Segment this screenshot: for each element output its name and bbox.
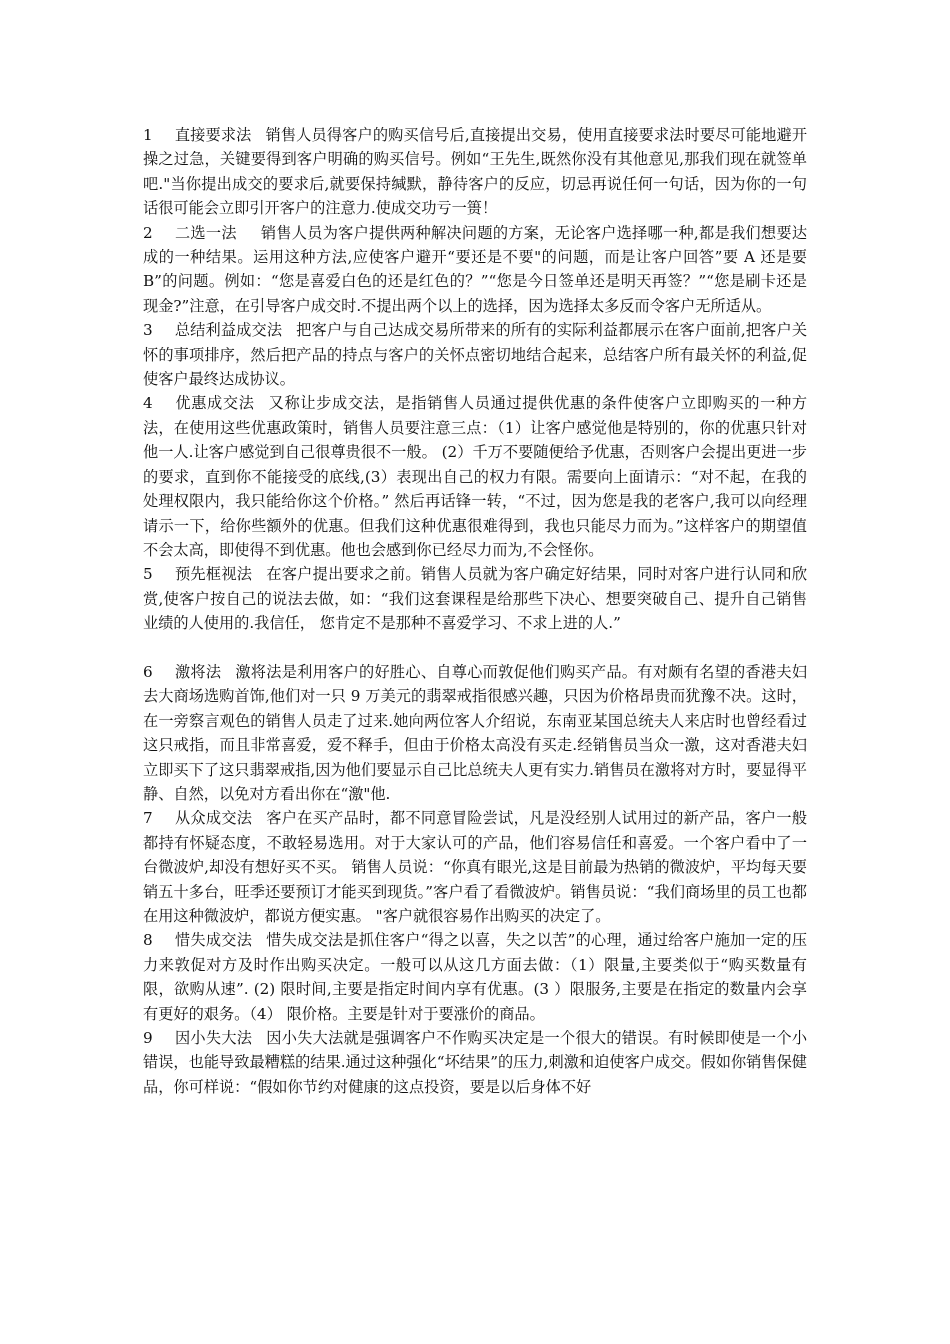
section-body: 在客户提出要求之前。销售人员就为客户确定好结果，同时对客户进行认同和欣赏,使客户按自己的说法去做，如：“我们这套课程是给那些下决心、想要突破自己、提升自己销售业绩的人使用的.我信任， 您肯定不是那种不喜爱学习、不求上进的人.” — [143, 565, 808, 633]
section-number: 1 — [143, 126, 153, 144]
section-title: 惜失成交法 — [174, 931, 253, 950]
section-title: 总结利益成交法 — [174, 321, 283, 340]
section-body: 惜失成交法是抓住客户“得之以喜，失之以苦”的心理，通过给客户施加一定的压力来敦促对方及时作出购买决定。一般可以从这几方面去做：（1）限量,主要类似于“购买数量有限，欲购从速”. (2) 限时间,主要是指定时间内享有优惠。(3 ）限服务,主要是在指定的数量内会享有更好的艰务。（4） 限价格。主要是针对于要涨价的商品。 — [143, 931, 808, 1023]
section-5 — [143, 562, 807, 635]
section-number: 6 — [143, 662, 153, 681]
section-9 — [143, 1026, 807, 1099]
section-6 — [143, 660, 807, 806]
section-number: 5 — [143, 565, 153, 584]
section-title: 从众成交法 — [174, 809, 253, 828]
section-body: 销售人员为客户提供两种解决问题的方案，无论客户选择哪一种,都是我们想要达成的一种结果。运用这种方法,应使客户避开“要还是不要"的问题，而是让客户回答”要 A 还是要 B”的问题。例如：“您是喜爱白色的还是红色的？”“您是今日签单还是明天再签？”“您是刷卡还是现金?”注意，在引导客户成交时.不提出两个以上的选择，因为选择太多反而令客户无所适从。 — [143, 223, 808, 315]
section-1 — [143, 123, 807, 221]
section-7 — [143, 806, 807, 928]
section-title: 二选一法 — [174, 223, 237, 242]
section-number: 7 — [143, 809, 153, 828]
section-8 — [143, 928, 807, 1026]
section-body: 又称让步成交法，是指销售人员通过提供优惠的条件使客户立即购买的一种方法，在使用这些优惠政策时，销售人员要注意三点：（1）让客户感觉他是特别的，你的优惠只针对他一人.让客户感觉到自己很尊贵很不一般。 (2）千万不要随便给予优惠，否则客户会提出更进一步的要求，直到你不能接受的底线,(3）表现出自己的权力有限。需要向上面请示：“对不起，在我的处理权限内，我只能给你这个价格。” 然后再话锋一转，“不过，因为您是我的老客户,我可以向经理请示一下，给你些额外的优惠。但我们这种优惠很难得到，我也只能尽力而为。”这样客户的期望值不会太高，即使得不到优惠。他也会感到你已经尽力而为,不会怪你。 — [143, 394, 808, 559]
section-number: 8 — [143, 931, 153, 950]
document-body — [143, 123, 807, 1099]
section-number: 3 — [143, 321, 153, 340]
section-4 — [143, 391, 807, 562]
blank-line — [143, 636, 807, 660]
section-title: 预先框视法 — [174, 565, 253, 584]
section-body: 激将法是利用客户的好胜心、自尊心而敦促他们购买产品。有对颇有名望的香港夫妇去大商场选购首饰,他们对一只 9 万美元的翡翠戒指很感兴趣，只因为价格昂贵而犹豫不决。这时，在一旁察言观色的销售人员走了过来.她向两位客人介绍说，东南亚某国总统夫人来店时也曾经看过这只戒指，而且非常喜爱，爱不释手，但由于价格太高没有买走.经销售员当众一激，这对香港夫妇立即买下了这只翡翠戒指,因为他们要显示自己比总统夫人更有实力.销售员在激将对方时，要显得平静、自然，以免对方看出你在“激"他. — [143, 662, 808, 803]
section-body: 客户在买产品时，都不同意冒险尝试，凡是没经别人试用过的新产品，客户一般都持有怀疑态度，不敢轻易选用。对于大家认可的产品，他们容易信任和喜爱。一个客户看中了一台微波炉,却没有想好买不买。 销售人员说：“你真有眼光,这是目前最为热销的微波炉，平均每天要销五十多台，旺季还要预订才能买到现货。”客户看了看微波炉。销售员说：“我们商场里的员工也都在用这种微波炉，都说方便实惠。 "客户就很容易作出购买的决定了。 — [143, 809, 808, 925]
section-body: 因小失大法就是强调客户不作购买决定是一个很大的错误。有时候即使是一个小错误，也能导致最糟糕的结果.通过这种强化“坏结果”的压力,刺激和迫使客户成交。假如你销售保健品，你可样说：“假如你节约对健康的这点投资，要是以后身体不好 — [143, 1029, 808, 1096]
section-title: 因小失大法 — [174, 1029, 253, 1048]
section-3 — [143, 318, 807, 391]
section-number: 4 — [143, 394, 153, 413]
section-body: 把客户与自己达成交易所带来的所有的实际利益都展示在客户面前,把客户关怀的事项排序，然后把产品的持点与客户的关怀点密切地结合起来，总结客户所有最关怀的利益,促使客户最终达成协议。 — [143, 321, 808, 389]
section-number: 9 — [143, 1029, 153, 1048]
section-number: 2 — [143, 223, 153, 242]
section-title: 激将法 — [174, 662, 222, 681]
section-title: 直接要求法 — [174, 126, 252, 144]
section-title: 优惠成交法 — [174, 394, 255, 413]
section-body: 销售人员得客户的购买信号后,直接提出交易，使用直接要求法时要尽可能地避开操之过急，关键要得到客户明确的购买信号。例如“王先生,既然你没有其他意见,那我们现在就签单吧."当你提出成交的要求后,就要保持缄默，静待客户的反应，切忌再说任何一句话，因为你的一句话很可能会立即引开客户的注意力.使成交功亏一篑！ — [143, 126, 808, 218]
section-2 — [143, 221, 807, 319]
